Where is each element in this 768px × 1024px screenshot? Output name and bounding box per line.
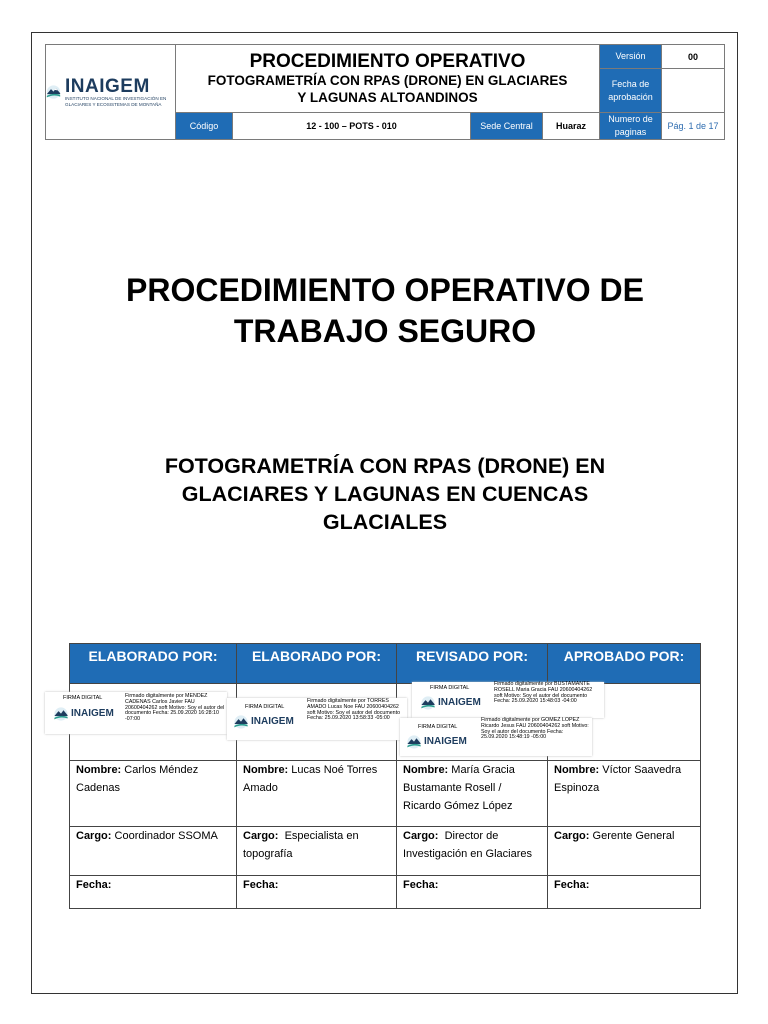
cargo-value: Gerente General bbox=[592, 830, 675, 842]
inaigem-logo bbox=[46, 75, 175, 109]
digital-signature-stamp-4[interactable] bbox=[400, 718, 592, 756]
cargo-label: Cargo: bbox=[243, 830, 279, 842]
codigo-label: Código bbox=[176, 113, 233, 140]
stamp-text: Firmado digitalmente por TORRES AMADO Lucas Noe FAU 20600404262 soft Motivo: Soy el autor del documento Fecha: 25.09.2020 13:58:33 -05:00 bbox=[307, 698, 401, 722]
subtitle-line2: GLACIARES Y LAGUNAS EN CUENCAS bbox=[181, 482, 589, 506]
cargo-value: Coordinador SSOMA bbox=[114, 830, 218, 842]
main-title-line2: TRABAJO SEGURO bbox=[233, 313, 537, 349]
digital-signature-stamp-1[interactable] bbox=[45, 692, 227, 734]
name-value: María Gracia Bustamante Rosell / Ricardo Gómez López bbox=[403, 764, 515, 812]
paginas-label: Numero de paginas bbox=[600, 113, 662, 140]
header-title-line1: PROCEDIMIENTO OPERATIVO bbox=[249, 50, 526, 72]
version-value: 00 bbox=[662, 45, 725, 69]
cargo-label: Cargo: bbox=[76, 830, 112, 842]
name-label: Nombre: bbox=[243, 764, 289, 776]
name-cell-3 bbox=[397, 761, 548, 827]
stamp-logo bbox=[420, 696, 481, 710]
paginas-value: Pág. 1 de 17 bbox=[662, 113, 725, 140]
header-aprobado: APROBADO POR: bbox=[548, 644, 701, 684]
stamp-logo-name: INAIGEM bbox=[251, 716, 294, 727]
stamp-logo-name: INAIGEM bbox=[424, 736, 467, 747]
stamp-text: Firmado digitalmente por BUSTAMANTE ROSELL Maria Gracia FAU 20600404262 soft Motivo: Soy el autor del documento Fecha: 25.09.2020 15:48:03 -04:00 bbox=[494, 681, 593, 705]
stamp-logo bbox=[53, 707, 114, 721]
header-elaborado-1: ELABORADO POR: bbox=[70, 644, 237, 684]
name-value: Lucas Noé Torres Amado bbox=[243, 764, 378, 794]
mountain-logo-icon bbox=[53, 707, 69, 721]
name-label: Nombre: bbox=[76, 764, 122, 776]
codigo-value: 12 - 100 – POTS - 010 bbox=[233, 113, 471, 140]
name-value: Carlos Méndez Cadenas bbox=[76, 764, 199, 794]
cargo-label: Cargo: bbox=[554, 830, 590, 842]
signature-table bbox=[69, 643, 701, 909]
subtitle-line1: FOTOGRAMETRÍA CON RPAS (DRONE) EN bbox=[164, 454, 606, 478]
fecha-cell-3 bbox=[397, 876, 548, 909]
cargo-cell-3 bbox=[397, 827, 548, 876]
cargo-value: Director de Investigación en Glaciares bbox=[403, 830, 533, 860]
sede-value: Huaraz bbox=[543, 113, 600, 140]
stamp-label: FIRMA DIGITAL bbox=[245, 704, 285, 710]
header-revisado: REVISADO POR: bbox=[397, 644, 548, 684]
stamp-logo-name: INAIGEM bbox=[438, 697, 481, 708]
name-cell-4 bbox=[548, 761, 701, 827]
cargo-cell-4 bbox=[548, 827, 701, 876]
fecha-label: Fecha: bbox=[76, 879, 112, 891]
fecha-cell-2 bbox=[237, 876, 397, 909]
name-cell-2 bbox=[237, 761, 397, 827]
document-main-title bbox=[60, 270, 710, 352]
digital-signature-stamp-3[interactable] bbox=[412, 682, 604, 718]
stamp-label: FIRMA DIGITAL bbox=[63, 695, 103, 701]
stamp-text: Firmado digitalmente por GOMEZ LOPEZ Ricardo Jesus FAU 20600404262 soft Motivo: Soy el autor del documento Fecha: 25.09.2020 15:48:19 -05:00 bbox=[481, 717, 589, 741]
mountain-logo-icon bbox=[406, 735, 422, 749]
header-title-line2: FOTOGRAMETRÍA CON RPAS (DRONE) EN GLACIARES bbox=[207, 72, 568, 88]
stamp-label: FIRMA DIGITAL bbox=[418, 724, 458, 730]
stamp-label: FIRMA DIGITAL bbox=[430, 685, 470, 691]
mountain-logo-icon bbox=[233, 715, 249, 729]
header-title-line3: Y LAGUNAS ALTOANDINOS bbox=[297, 89, 478, 105]
mountain-logo-icon bbox=[46, 75, 61, 109]
stamp-logo-name: INAIGEM bbox=[71, 708, 114, 719]
stamp-logo bbox=[233, 715, 294, 729]
stamp-logo bbox=[406, 735, 467, 749]
cargo-value: Especialista en topografía bbox=[243, 830, 359, 860]
name-label: Nombre: bbox=[403, 764, 449, 776]
cargo-cell-1 bbox=[70, 827, 237, 876]
fecha-cell-4 bbox=[548, 876, 701, 909]
fecha-label: Fecha: bbox=[554, 879, 590, 891]
fecha-cell-1 bbox=[70, 876, 237, 909]
main-title-line1: PROCEDIMIENTO OPERATIVO DE bbox=[126, 272, 644, 308]
name-cell-1 bbox=[70, 761, 237, 827]
header-elaborado-2: ELABORADO POR: bbox=[237, 644, 397, 684]
name-value: Víctor Saavedra Espinoza bbox=[554, 764, 682, 794]
subtitle-line3: GLACIALES bbox=[322, 510, 448, 534]
fecha-label: Fecha: bbox=[243, 879, 279, 891]
cargo-cell-2 bbox=[237, 827, 397, 876]
sede-label: Sede Central bbox=[471, 113, 543, 140]
stamp-text: Firmado digitalmente por MENDEZ CADENAS Carlos Javier FAU 20600404262 soft Motivo: Soy el autor del documento Fecha: 25.09.2020 16:28:10 -07:00 bbox=[125, 693, 225, 723]
version-label: Versión bbox=[600, 45, 662, 69]
fecha-label: Fecha: bbox=[403, 879, 439, 891]
logo-cell bbox=[46, 45, 176, 140]
cargo-label: Cargo: bbox=[403, 830, 439, 842]
document-header bbox=[45, 44, 725, 140]
name-label: Nombre: bbox=[554, 764, 600, 776]
logo-name: INAIGEM bbox=[65, 76, 150, 97]
document-subtitle bbox=[110, 452, 660, 536]
mountain-logo-icon bbox=[420, 696, 436, 710]
digital-signature-stamp-2[interactable] bbox=[227, 698, 407, 740]
header-title-cell bbox=[176, 45, 600, 113]
logo-subtitle: INSTITUTO NACIONAL DE INVESTIGACIÓN EN GLACIARES Y ECOSISTEMAS DE MONTAÑA bbox=[65, 96, 167, 107]
fecha-aprobacion-label: Fecha de aprobación bbox=[600, 69, 662, 113]
fecha-aprobacion-value bbox=[662, 69, 725, 113]
